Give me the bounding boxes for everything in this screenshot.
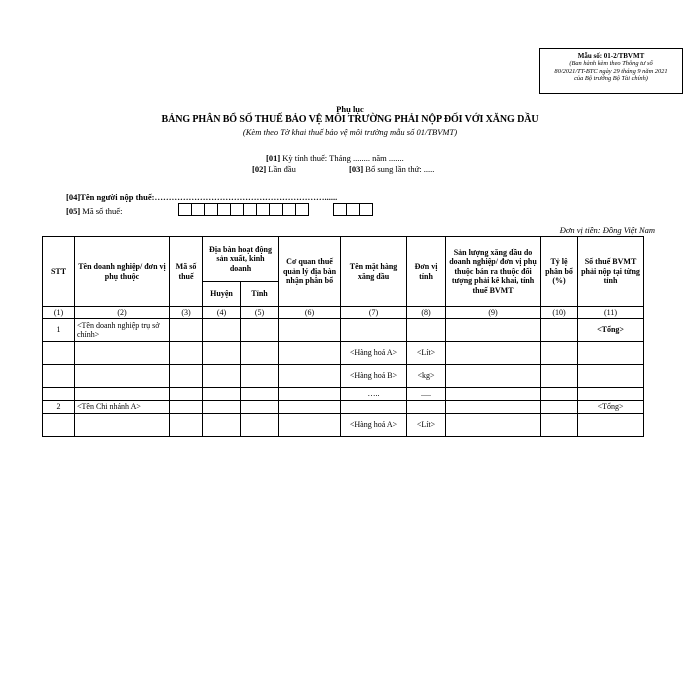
row-tax[interactable]	[578, 414, 644, 437]
tax-code-boxes-branch[interactable]	[334, 203, 373, 216]
field-04-code: [04]	[66, 192, 81, 202]
col-number: (7)	[341, 307, 407, 319]
header-name: Tên doanh nghiệp/ đơn vị phụ thuộc	[75, 237, 170, 307]
row-uom[interactable]: .....	[407, 388, 446, 401]
row-goods[interactable]: <Hàng hoá A>	[341, 342, 407, 365]
row-uom[interactable]	[407, 319, 446, 342]
header-stt: STT	[43, 237, 75, 307]
form-code-box	[539, 48, 683, 94]
first-time-label: Lần đầu	[268, 164, 296, 174]
issued-note-2: 80/2021/TT-BTC ngày 29 tháng 9 năm 2021	[554, 67, 668, 75]
col-number: (10)	[541, 307, 578, 319]
supplement-label: Bổ sung lần thứ: .....	[365, 164, 435, 174]
tax-period: Kỳ tính thuế: Tháng ........ năm .......	[282, 153, 404, 163]
tax-code-label: Mã số thuế:	[82, 206, 123, 216]
col-number: (1)	[43, 307, 75, 319]
row-goods[interactable]	[341, 319, 407, 342]
field-05-code: [05]	[66, 206, 81, 216]
row-tax[interactable]: <Tổng>	[578, 319, 644, 342]
row-stt	[43, 342, 75, 365]
header-tax-amount: Số thuế BVMT phải nộp tại từng tỉnh	[578, 237, 644, 307]
header-ratio: Tỷ lệ phân bổ (%)	[541, 237, 578, 307]
row-name[interactable]	[75, 388, 170, 401]
header-area: Địa bàn hoạt động sản xuất, kinh doanh	[203, 237, 279, 282]
col-number: (6)	[279, 307, 341, 319]
page-subtitle: (Kèm theo Tờ khai thuế bảo vệ môi trường mẫu số 01/TBVMT)	[242, 127, 458, 137]
table-row	[43, 414, 644, 437]
header-goods: Tên mặt hàng xăng dầu	[341, 237, 407, 307]
row-stt	[43, 365, 75, 388]
row-stt: 1	[43, 319, 75, 342]
header-volume: Sản lượng xăng dầu do doanh nghiệp/ đơn vị phụ thuộc bán ra thuộc đối tượng phải kê khai, tính thuế BVMT	[446, 237, 541, 307]
header-agency: Cơ quan thuế quản lý địa bàn nhận phân bổ	[279, 237, 341, 307]
col-number: (4)	[203, 307, 241, 319]
field-05	[66, 206, 122, 216]
header-tax-code: Mã số thuế	[170, 237, 203, 307]
row-uom[interactable]: <kg>	[407, 365, 446, 388]
appendix-label: Phụ lục	[336, 104, 364, 114]
row-stt: 2	[43, 401, 75, 414]
col-number: (8)	[407, 307, 446, 319]
row-stt	[43, 388, 75, 401]
form-code: Mẫu số: 01-2/TBVMT	[577, 52, 645, 60]
row-goods[interactable]: …..	[341, 388, 407, 401]
table-row	[43, 401, 644, 414]
table-row	[43, 365, 644, 388]
field-03-code: [03]	[349, 164, 364, 174]
header-uom: Đơn vị tính	[407, 237, 446, 307]
row-name[interactable]	[75, 365, 170, 388]
row-goods[interactable]	[341, 401, 407, 414]
row-uom[interactable]	[407, 401, 446, 414]
row-uom[interactable]: <Lít>	[407, 414, 446, 437]
taxpayer-name-label: Tên người nộp thuế:……………………………………………………......	[80, 192, 338, 202]
issued-note-1: (Ban hành kèm theo Thông tư số	[569, 60, 653, 68]
row-name[interactable]: <Tên Chi nhánh A>	[75, 401, 170, 414]
row-name[interactable]	[75, 342, 170, 365]
col-number: (5)	[241, 307, 279, 319]
header-district: Huyện	[203, 282, 241, 307]
row-name[interactable]: <Tên doanh nghiệp trụ sở chính>	[75, 319, 170, 342]
row-uom[interactable]: <Lít>	[407, 342, 446, 365]
tax-code-boxes-main[interactable]	[179, 203, 309, 216]
row-tax[interactable]	[578, 342, 644, 365]
row-stt	[43, 414, 75, 437]
field-04	[66, 192, 337, 202]
table-row	[43, 342, 644, 365]
header-province: Tỉnh	[241, 282, 279, 307]
field-02-code: [02]	[252, 164, 267, 174]
row-goods[interactable]: <Hàng hoá A>	[341, 414, 407, 437]
row-goods[interactable]: <Hàng hoá B>	[341, 365, 407, 388]
row-tax[interactable]: <Tổng>	[578, 401, 644, 414]
row-name[interactable]	[75, 414, 170, 437]
allocation-table	[42, 236, 644, 437]
col-number: (11)	[578, 307, 644, 319]
field-02	[252, 164, 296, 174]
issued-note-3: của Bộ trưởng Bộ Tài chính)	[574, 74, 648, 82]
row-tax[interactable]	[578, 365, 644, 388]
field-03	[349, 164, 434, 174]
col-number: (9)	[446, 307, 541, 319]
table-row	[43, 319, 644, 342]
row-tax[interactable]	[578, 388, 644, 401]
field-01-code: [01]	[266, 153, 281, 163]
currency-unit: Đơn vị tiền: Đồng Việt Nam	[559, 225, 655, 235]
col-number: (3)	[170, 307, 203, 319]
col-number: (2)	[75, 307, 170, 319]
table-row	[43, 388, 644, 401]
page-title: BẢNG PHÂN BỔ SỐ THUẾ BẢO VỆ MÔI TRƯỜNG PHẢI NỘP ĐỐI VỚI XĂNG DẦU	[161, 114, 539, 125]
field-01	[266, 153, 404, 163]
